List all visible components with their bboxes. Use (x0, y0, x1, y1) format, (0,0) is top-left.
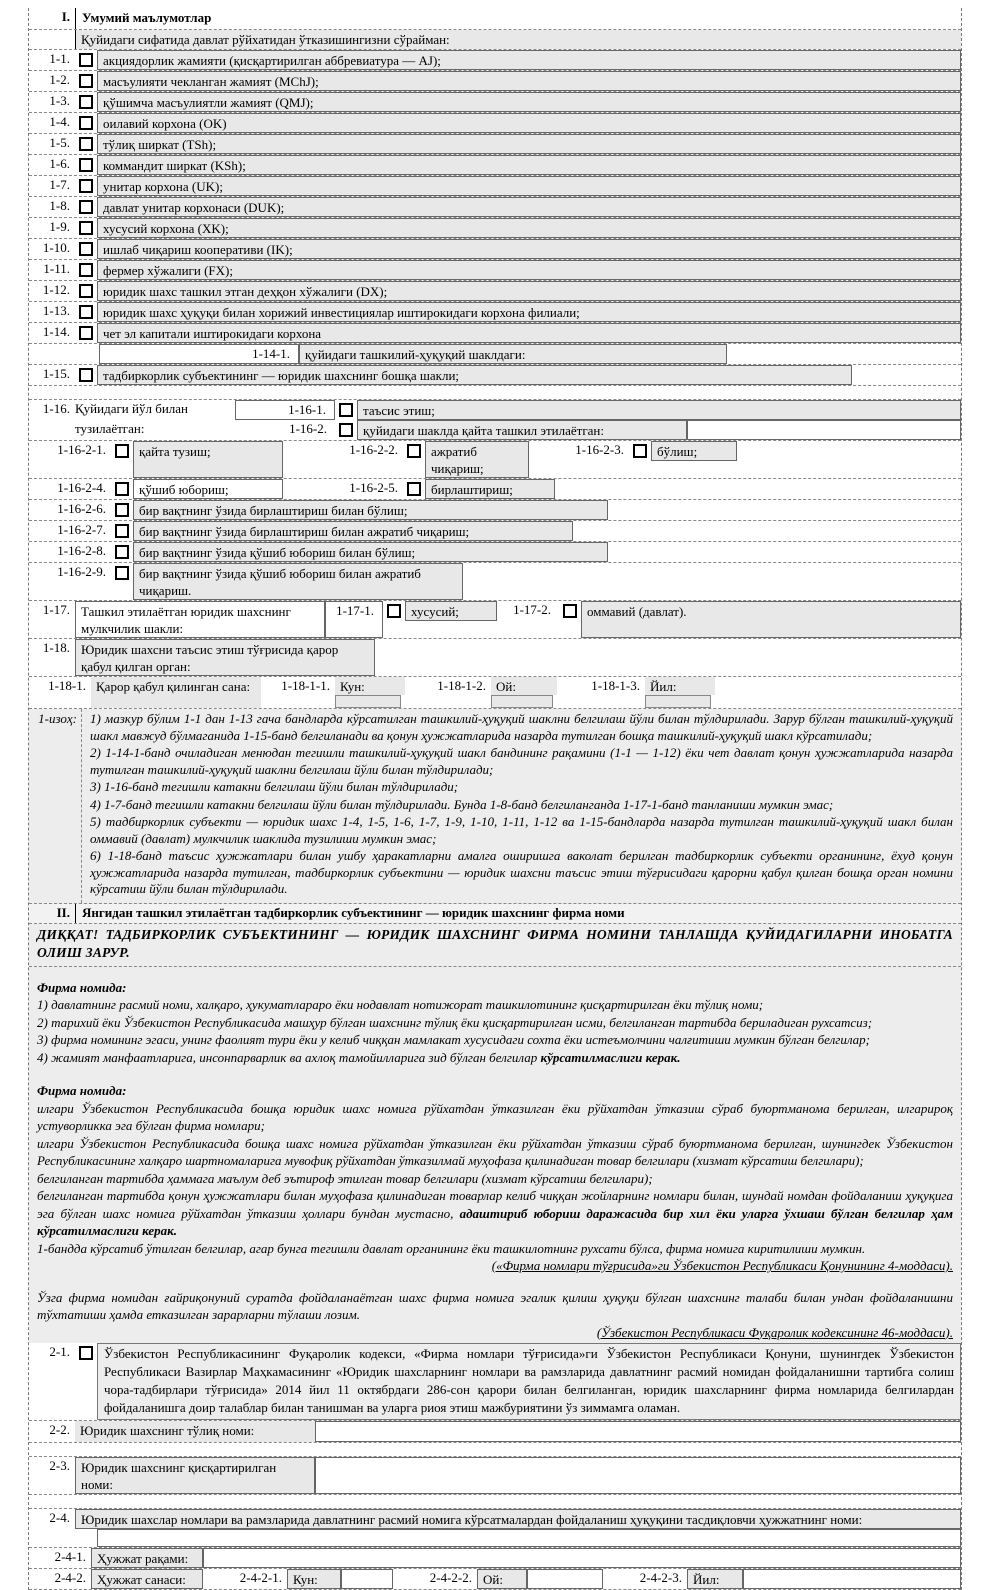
row-1-16-2-6 (29, 500, 961, 521)
row-1-14-1 (29, 344, 961, 365)
firm-rules-1-heading: Фирма номида: (37, 979, 127, 995)
checkbox-cell (559, 601, 581, 638)
checkbox-cell (111, 521, 133, 541)
item-number-2-4-2-2: 2-4-2-2. (429, 1570, 472, 1585)
row-1-16-2-8 (29, 542, 961, 563)
gap-row (29, 1495, 961, 1509)
item-number-1-16-2-3: 1-16-2-3. (575, 442, 624, 457)
item-label-1-15: тадбиркорлик субъектининг — юридик шахснинг бошқа шакли; (97, 365, 852, 385)
item-label-1-16-2-6: бир вақтнинг ўзида бирлаштириш билан бўлиш; (133, 500, 608, 520)
checkbox-1-16-2-5[interactable] (407, 482, 421, 496)
full-name-input[interactable] (315, 1421, 961, 1442)
item-label-1-17-2: оммавий (давлат). (581, 601, 961, 638)
checkbox-cell (403, 441, 425, 478)
spacer (283, 479, 319, 499)
item-label: ишлаб чиқариш кооперативи (IK); (97, 239, 961, 259)
spacer (555, 479, 961, 499)
checkbox[interactable] (79, 116, 93, 130)
note-1-p1: 1) мазкур бўлим 1-1 дан 1-13 гача бандларда кўрсатилган ташкилий-ҳуқуқий шаклни белгилаш йўли билан тўлдирилади. Зарур бўлган ташкилий-ҳуқуқий шакл мавжуд бўлмаганида 1-15-банд белгиланади ва қонун ҳужжатларида назарда тутилган бошқа ташкилий-ҳуқуқий шакл кўрсатилади; (90, 711, 953, 743)
attention-text: ДИҚҚАТ! ТАДБИРКОРЛИК СУБЪЕКТИНИНГ — ЮРИДИК ШАХСНИНГ ФИРМА НОМИНИ ТАНЛАШДА ҚУЙИДАГИЛАРНИ ИНОБАТГА ОЛИШ ЗАРУР. (29, 924, 961, 967)
confirming-document-name-input[interactable] (97, 1529, 961, 1547)
checkbox-cell (75, 134, 97, 154)
spacer (727, 344, 961, 364)
checkbox-cell (111, 441, 133, 478)
item-number-1-16-2-4: 1-16-2-4. (57, 480, 106, 495)
item-label-1-16-2-1: қайта тузиш; (133, 441, 283, 478)
item-number-2-3: 2-3. (49, 1458, 70, 1473)
item-label: хусусий корхона (XK); (97, 218, 961, 238)
firm-rules-1-p4 (37, 1049, 953, 1067)
short-name-input[interactable] (315, 1457, 961, 1494)
decision-month-input[interactable] (491, 695, 553, 708)
item-number: 1-2. (49, 72, 70, 87)
item-label-1-18-1: Қарор қабул қилинган сана: (91, 677, 261, 708)
note-1-block (29, 709, 961, 904)
legal-form-row (29, 134, 961, 155)
item-number: 1-8. (49, 198, 70, 213)
item-number-1-18-1: 1-18-1. (48, 678, 86, 693)
document-number-input[interactable] (203, 1548, 961, 1568)
item-number-1-17-2: 1-17-2. (513, 602, 551, 617)
legal-form-row (29, 323, 961, 344)
checkbox-cell (629, 441, 651, 478)
checkbox-1-16-2-9[interactable] (115, 566, 129, 580)
item-label-1-16-line2: тузилаётган: (75, 421, 145, 436)
checkbox[interactable] (79, 305, 93, 319)
checkbox-1-16-1[interactable] (339, 403, 353, 417)
item-label: оилавий корхона (OK) (97, 113, 961, 133)
item-number-1-17-1: 1-17-1. (325, 601, 383, 638)
item-number-1-18-1-3: 1-18-1-3. (591, 678, 640, 693)
checkbox-cell (75, 176, 97, 196)
row-1-15 (29, 365, 961, 386)
item-label: масъулияти чекланган жамият (MChJ); (97, 71, 961, 91)
item-label-2-2: Юридик шахснинг тўлиқ номи: (75, 1421, 315, 1442)
checkbox-cell (75, 239, 97, 259)
row-2-4-2 (29, 1569, 961, 1590)
row-1-18 (29, 639, 961, 677)
firm-rules-1-p2: 2) тарихий ёки Ўзбекистон Республикасида машҳур бўлган шахснинг тўлиқ ёки қисқартирилган исми, белгиланган тартибда бериладиган рухсатсиз; (37, 1014, 873, 1030)
checkbox-1-15[interactable] (79, 368, 93, 382)
checkbox-cell (383, 601, 405, 638)
firm-rules-1-p4-bold: кўрсатилмаслиги керак. (540, 1049, 681, 1065)
item-number: 1-5. (49, 135, 70, 150)
month-label: Ой: (491, 677, 557, 695)
item-label-1-17-1: хусусий; (405, 601, 497, 621)
checkbox-cell (75, 218, 97, 238)
section2-number: II. (56, 904, 70, 920)
legal-form-row (29, 218, 961, 239)
blank-line (37, 1275, 953, 1289)
item-number-2-2: 2-2. (49, 1422, 70, 1437)
checkbox-1-17-2[interactable] (563, 604, 577, 618)
checkbox-1-16-2-6[interactable] (115, 503, 129, 517)
doc-month-label: Ой: (477, 1569, 527, 1589)
checkbox-cell (75, 113, 97, 133)
firm-rules-1-p4-normal: 4) жамият манфаатларига, инсонпарварлик ва ахлоқ тамойилларига зид бўлган белгилар (37, 1049, 541, 1065)
firm-rules-2-p4-normal: белгиланган тартибда қонун ҳужжатлари билан муҳофаза қилинадиган товарлар келиб чиққан жойларнинг номлари билан, шундай номдан фойдаланиш ҳуқуқига эга бўлган шахс номига рўйхатдан ўтказиш ҳоллари бундан мустасно, (37, 1188, 953, 1221)
checkbox[interactable] (79, 179, 93, 193)
document-month-input[interactable] (527, 1569, 603, 1589)
legal-form-row (29, 71, 961, 92)
gap-row (29, 386, 961, 400)
year-label: Йил: (645, 677, 715, 695)
doc-year-label: Йил: (687, 1569, 743, 1589)
checkbox-cell (75, 281, 97, 301)
item-number: 1-1. (49, 51, 70, 66)
item-label-1-16-1: таъсис этиш; (357, 400, 961, 420)
row-1-16-2-7 (29, 521, 961, 542)
item-number-1-16-2-2: 1-16-2-2. (349, 442, 398, 457)
section1-number: I. (61, 9, 70, 24)
legal-form-row (29, 176, 961, 197)
checkbox-cell (111, 479, 133, 499)
spacer (75, 1529, 97, 1547)
item-number-1-16-2-1: 1-16-2-1. (57, 442, 106, 457)
note-1-p3: 3) 1-16-банд тегишли катакни белгилаш йўли билан тўлдирилади; (90, 779, 459, 794)
checkbox-cell (75, 260, 97, 280)
item-number-2-1: 2-1. (49, 1344, 70, 1359)
item-number-1-18: 1-18. (42, 640, 70, 655)
item-number-1-16-2-6: 1-16-2-6. (57, 501, 106, 516)
checkbox-1-17-1[interactable] (387, 604, 401, 618)
spacer (283, 441, 319, 478)
row-1-16-2-123 (29, 441, 961, 479)
day-field-group (335, 677, 405, 708)
item-label-2-3: Юридик шахснинг қисқартирилган номи: (75, 1457, 315, 1494)
item-label: тўлиқ ширкат (TSh); (97, 134, 961, 154)
note-1-p6: 6) 1-18-банд таъсис ҳужжатлари билан ушбу ҳаракатларни амалга оширишга ваколат берилган тадбиркорлик субъекти органининг, ёхуд қонун ҳужжатларида назарда тутилган, тадбиркорлик субъектини — юридик шахсни таъсис этиш тўғрисидаги қарорни қабул қилган бошқа орган номини кўрсатиш йўли билан тўлдирилади. (90, 848, 953, 896)
spacer (573, 521, 961, 541)
item-number: 1-3. (49, 93, 70, 108)
law-citation-1: («Фирма номлари тўғрисида»ги Ўзбекистон Республикаси Қонунининг 4-моддаси). (491, 1258, 953, 1273)
item-number-2-4-2-1: 2-4-2-1. (239, 1570, 282, 1585)
checkbox[interactable] (79, 242, 93, 256)
item-label: коммандит ширкат (KSh); (97, 155, 961, 175)
checkbox-cell (111, 563, 133, 600)
legal-form-row (29, 113, 961, 134)
spacer (608, 542, 961, 562)
row-1-16-line2 (29, 420, 961, 441)
legal-form-row (29, 50, 961, 71)
form-document (28, 8, 962, 1590)
doc-day-label: Кун: (287, 1569, 341, 1589)
item-label-1-17: Ташкил этилаётган юридик шахснинг мулкчилик шакли: (75, 601, 325, 638)
item-number-1-17: 1-17. (42, 602, 70, 617)
spacer (737, 441, 961, 478)
item-label-1-16-2: қуйидаги шаклда қайта ташкил этилаётган: (357, 420, 687, 440)
spacer (75, 344, 99, 364)
note-1-p5: 5) тадбиркорлик субъекти — юридик шахс 1-4, 1-5, 1-6, 1-7, 1-9, 1-10, 1-11, 1-12 ва 1-15-бандларда назарда тутилган ташкилий-ҳуқуқий шакл билан оммавий (давлат) мулкчилик шаклида тузилиши мумкин эмас; (90, 814, 953, 846)
row-2-2 (29, 1421, 961, 1443)
item-number-1-16-2-9: 1-16-2-9. (57, 564, 106, 579)
checkbox-cell (403, 479, 425, 499)
checkbox-cell (335, 400, 357, 420)
item-label: акциядорлик жамияти (қисқартирилган аббревиатура — AJ); (97, 50, 961, 70)
item-number-1-16-1: 1-16-1. (235, 400, 335, 420)
checkbox-cell (335, 420, 357, 440)
item-number-1-16-2-8: 1-16-2-8. (57, 543, 106, 558)
checkbox-cell (75, 155, 97, 175)
dropdown-legal-form-field[interactable]: қуйидаги ташкилий-ҳуқуқий шаклдаги: (299, 344, 727, 364)
item-label: унитар корхона (UK); (97, 176, 961, 196)
checkbox[interactable] (79, 158, 93, 172)
legal-form-row (29, 92, 961, 113)
checkbox[interactable] (79, 74, 93, 88)
checkbox-cell (75, 71, 97, 91)
checkbox-1-16-2-7[interactable] (115, 524, 129, 538)
num-spacer (29, 344, 75, 364)
item-number: 1-10. (42, 240, 70, 255)
checkbox-cell (111, 500, 133, 520)
checkbox-1-16-2-8[interactable] (115, 545, 129, 559)
checkbox-1-16-2-4[interactable] (115, 482, 129, 496)
item-label-1-16-2-2: ажратиб чиқариш; (425, 441, 529, 478)
firm-rules-2-p4 (37, 1187, 953, 1240)
item-number: 1-4. (49, 114, 70, 129)
item-number-1-16-2-7: 1-16-2-7. (57, 522, 106, 537)
note-1-p4: 4) 1-7-банд тегишли катакни белгилаш йўли билан тўлдирилади. Бунда 1-8-банд белгиланганда 1-17-1-банд танланиши мумкин эмас; (90, 796, 834, 812)
spacer (463, 563, 961, 600)
intro-num-spacer (29, 30, 75, 49)
item-label-1-16-2-3: бўлиш; (651, 441, 737, 461)
item-number-1-16: 1-16. (42, 401, 70, 416)
firm-name-rules-1 (29, 967, 961, 1344)
item-number-1-18-1-1: 1-18-1-1. (281, 678, 330, 693)
item-number-1-16-2-5: 1-16-2-5. (349, 480, 398, 495)
item-label-1-16-2-5: бирлаштириш; (425, 479, 555, 499)
checkbox[interactable] (79, 221, 93, 235)
row-2-4 (29, 1509, 961, 1529)
row-1-16-2-45 (29, 479, 961, 500)
item-number: 1-9. (49, 219, 70, 234)
checkbox-cell (75, 92, 97, 112)
firm-rules-2-p4-bold: адаштириб юбориш даражасида бир хил ёки уларга ўхшаш бўлган белгилар ҳам кўрсатилмаслиги керак. (37, 1205, 953, 1238)
row-2-1 (29, 1343, 961, 1421)
checkbox-1-16-2-3[interactable] (633, 444, 647, 458)
firm-rules-1-p1: 1) давлатнинг расмий номи, халқаро, ҳукуматлараро ёки нодавлат нотижорат ташкилотининг қисқартирилган ёки тўлиқ номи; (37, 997, 764, 1012)
item-label: фермер хўжалиги (FX); (97, 260, 961, 280)
item-number: 1-11. (43, 261, 70, 276)
section2-title: Янгидан ташкил этилаётган тадбиркорлик субъектининг — юридик шахснинг фирма номи (75, 904, 961, 923)
legal-form-row (29, 155, 961, 176)
reorg-form-input[interactable] (687, 420, 961, 440)
item-number-2-4-2-3: 2-4-2-3. (639, 1570, 682, 1585)
num-spacer (29, 420, 75, 440)
item-number: 1-7. (49, 177, 70, 192)
firm-rules-2-heading: Фирма номида: (37, 1083, 127, 1098)
year-field-group (645, 677, 715, 708)
legal-form-list (29, 50, 961, 344)
item-number: 1-12. (42, 282, 70, 297)
law-citation-2: (Ўзбекистон Республикаси Фуқаролик кодексининг 46-моддаси). (596, 1324, 953, 1340)
founding-organ-input[interactable] (375, 639, 961, 676)
section1-header (29, 8, 961, 30)
legal-form-row (29, 281, 961, 302)
checkbox-2-1[interactable] (79, 1346, 93, 1360)
item-number-1-15: 1-15. (42, 366, 70, 381)
item-label: юридик шахс ҳуқуқи билан хорижий инвестициялар иштирокидаги корхона филиали; (97, 302, 961, 322)
checkbox-cell (75, 302, 97, 322)
item-label: юридик шахс ташкил этган деҳқон хўжалиги (DX); (97, 281, 961, 301)
firm-rules-1-p3: 3) фирма номининг эгаси, унинг фаолият тури ёки у келиб чиққан мамлакат хусусидаги сохта ёки истеъмолчини чалғитиши мумкин бўлган белгилар; (37, 1032, 870, 1047)
legal-form-row (29, 239, 961, 260)
checkbox[interactable] (79, 326, 93, 340)
checkbox-cell (75, 365, 97, 385)
checkbox-cell (75, 1343, 97, 1420)
row-2-4-input (29, 1529, 961, 1548)
row-1-17 (29, 601, 961, 639)
checkbox[interactable] (79, 200, 93, 214)
checkbox-cell (111, 542, 133, 562)
acknowledgement-text: Ўзбекистон Республикасининг Фуқаролик кодекси, «Фирма номлари тўғрисида»ги Ўзбекистон Республикаси Қонуни, шунингдек Ўзбекистон Республикаси Вазирлар Маҳкамасининг «Юридик шахсларнинг номлари ва рамзларида давлатнинг расмий номидан фойдаланишни тартибга солиш чора-тадбирлари тўғрисида» 2014 йил 11 октябрдаги 286-сон қарори билан белгиланган, юридик шахсларнинг фирма номларида белгилардан фойдаланишга доир талаблар билан танишман ва уларга риоя этиш мажбуриятини ўз зиммамга оламан. (97, 1343, 961, 1420)
num-spacer (29, 1529, 75, 1547)
item-number: 1-6. (49, 156, 70, 171)
item-label-1-16-line1: Қуйидаги йўл билан (75, 401, 188, 416)
checkbox[interactable] (79, 137, 93, 151)
row-1-16-2-9 (29, 563, 961, 601)
item-number-2-4-2: 2-4-2. (54, 1570, 86, 1585)
item-label-1-18: Юридик шахсни таъсис этиш тўғрисида қарор қабул қилган орган: (75, 639, 375, 676)
gap-row (29, 1443, 961, 1457)
firm-rules-2-p3: белгиланган тартибда ҳаммага маълум деб эътироф этилган товар белгилари (хизмат кўрсатиш белгилари); (37, 1170, 653, 1186)
item-label: чет эл капитали иштирокидаги корхона (97, 323, 961, 343)
note-1-p2: 2) 1-14-1-банд очиладиган менюдан тегишли ташкилий-ҳуқуқий шакл бандининг рақамини (1-1 — 1-12) ёки чет давлат қонун ҳужжатларида назарда тутилган ташкилий-ҳуқуқий шаклни белгилаш йўли билан тўлдирилади; (90, 745, 953, 777)
row-1-16-line1 (29, 400, 961, 420)
item-number: 1-14. (42, 324, 70, 339)
item-label-1-16-2-8: бир вақтнинг ўзида қўшиб юбориш билан бўлиш; (133, 542, 608, 562)
legal-form-row (29, 302, 961, 323)
note-1-label: 1-изоҳ: (38, 711, 77, 726)
spacer (715, 677, 961, 708)
item-label-2-4-1: Ҳужжат рақами: (91, 1548, 203, 1568)
firm-rules-2-p5: 1-бандда кўрсатиб ўтилган белгилар, агар бунга тегишли давлат органининг ёки ташкилотнинг рухсати бўлса, фирма номига киритилиши мумкин. (37, 1240, 866, 1256)
checkbox-1-16-2-2[interactable] (407, 444, 421, 458)
checkbox-cell (75, 50, 97, 70)
item-number-1-18-1-2: 1-18-1-2. (437, 678, 486, 693)
legal-form-row (29, 260, 961, 281)
section1-intro-row (29, 30, 961, 50)
section2-header (29, 904, 961, 924)
item-label: қўшимча масъулиятли жамият (QMJ); (97, 92, 961, 112)
item-number-1-14-1: 1-14-1. (99, 344, 299, 364)
checkbox-1-16-2[interactable] (339, 423, 353, 437)
item-label-1-16-2-9: бир вақтнинг ўзида қўшиб юбориш билан ажратиб чиқариш. (133, 563, 463, 600)
firm-rules-2-p6: Ўзга фирма номидан ғайриқонуний суратда фойдаланаётган шахс фирма номига эгалик қилиш ҳуқуқи бўлган шахснинг талаби билан ундан фойдаланишни тўхтатиши ҳамда етказилган зарарларни тўлаши лозим. (37, 1289, 953, 1322)
section1-title: Умумий маълумотлар (75, 8, 961, 29)
legal-form-row (29, 197, 961, 218)
decision-day-input[interactable] (335, 695, 401, 708)
checkbox-1-16-2-1[interactable] (115, 444, 129, 458)
row-2-4-1 (29, 1548, 961, 1569)
item-number: 1-13. (42, 303, 70, 318)
month-field-group (491, 677, 557, 708)
firm-rules-2-p2: илгари Ўзбекистон Республикасида бошқа шахс номига рўйхатдан ўтказилган ёки рўйхатдан ўтказиш сўраб буюртманома берилган, шунингдек Ўзбекистон Республикасининг халқаро шартномаларига мувофиқ рўйхатдан ўтказилмай муҳофаза қилинадиган товар белгилари (хизмат кўрсатиш белгилари); (37, 1135, 953, 1168)
row-1-18-1 (29, 677, 961, 709)
document-day-input[interactable] (341, 1569, 393, 1589)
checkbox[interactable] (79, 53, 93, 67)
item-number-2-4-1: 2-4-1. (54, 1549, 86, 1564)
document-year-input[interactable] (743, 1569, 961, 1589)
item-label: давлат унитар корхонаси (DUK); (97, 197, 961, 217)
item-number-2-4: 2-4. (49, 1510, 70, 1525)
item-label-1-16-2-4: қўшиб юбориш; (133, 479, 283, 499)
item-label-2-4-2: Ҳужжат санаси: (91, 1569, 203, 1589)
day-label: Кун: (335, 677, 405, 695)
checkbox[interactable] (79, 95, 93, 109)
item-label-2-4: Юридик шахслар номлари ва рамзларида давлатнинг расмий номига кўрсатмалардан фойдаланиш ҳуқуқини тасдиқловчи ҳужжатнинг номи: (75, 1509, 961, 1529)
item-number-1-16-2: 1-16-2. (289, 421, 327, 436)
section1-intro-text: Қуйидаги сифатида давлат рўйхатидан ўтказишингизни сўрайман: (75, 30, 961, 49)
note-1-body (81, 709, 961, 903)
spacer (608, 500, 961, 520)
decision-year-input[interactable] (645, 695, 711, 708)
checkbox-cell (75, 323, 97, 343)
checkbox-cell (75, 197, 97, 217)
checkbox[interactable] (79, 284, 93, 298)
blank-line (37, 1066, 953, 1080)
item-label-1-16-2-7: бир вақтнинг ўзида бирлаштириш билан ажратиб чиқариш; (133, 521, 573, 541)
row-2-3 (29, 1457, 961, 1495)
spacer (852, 365, 961, 385)
checkbox[interactable] (79, 263, 93, 277)
firm-rules-2-p1: илгари Ўзбекистон Республикасида бошқа юридик шахс номига рўйхатдан ўтказилган ёки рўйхатдан ўтказиш сўраб буюртманома берилган, илгарироқ устуворликка эга бўлган фирма номлари; (37, 1100, 953, 1133)
